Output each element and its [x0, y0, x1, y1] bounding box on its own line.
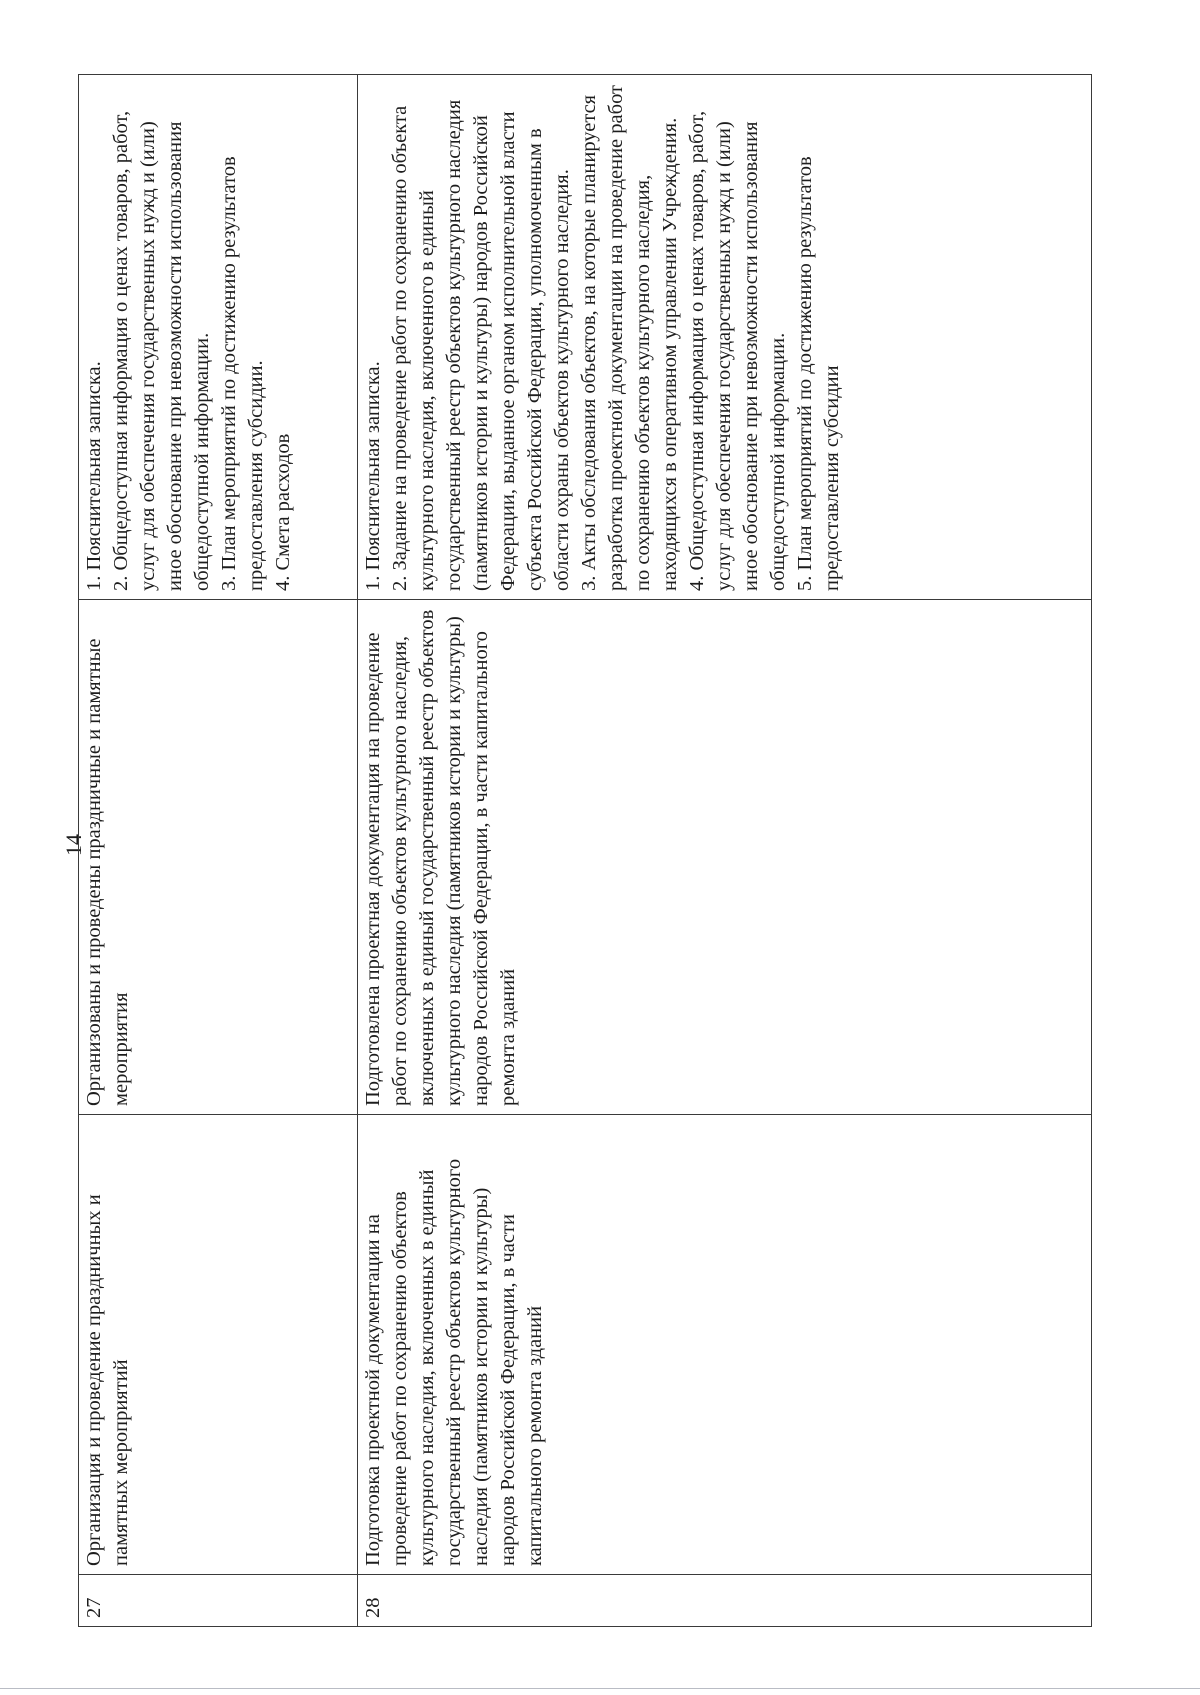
document-item: 1. Пояснительная записка.	[362, 361, 384, 591]
table-row	[358, 75, 1092, 1627]
document-item: 2. Общедоступная информация о ценах товаров, работ, услуг для обеспечения государственных нужд и (или) иное обоснование при невозможности использования общедоступной информации.	[110, 110, 213, 591]
documents-cell	[79, 75, 358, 600]
event-name-cell: Организация и проведение праздничных и памятных мероприятий	[79, 1115, 358, 1575]
activities-table	[78, 74, 1092, 1627]
result-cell: Организованы и проведены праздничные и памятные мероприятия	[79, 600, 358, 1115]
document-item: 4. Общедоступная информация о ценах товаров, работ, услуг для обеспечения государственных нужд и (или) иное обоснование при невозможности использования общедоступной информации.	[686, 110, 789, 591]
document-item: 1. Пояснительная записка.	[83, 361, 105, 591]
document-item: 2. Задание на проведение работ по сохранению объекта культурного наследия, включенного в единый государственный реестр объектов культурного наследия (памятников истории и культуры) народов Российской Федерации, выданное органом исполнительной власти субъекта Российской Федерации, уполномоченным в области охраны объектов культурного наследия.	[389, 99, 573, 591]
row-number: 27	[79, 1575, 358, 1627]
document-item: 4. Смета расходов	[272, 433, 294, 591]
documents-cell	[358, 75, 1092, 600]
document-item: 3. Акты обследования объектов, на которые планируется разработка проектной документации на проведение работ по сохранению объектов культурного наследия, находящихся в оперативном управлении Учреждения.	[578, 84, 681, 591]
row-number: 28	[358, 1575, 1092, 1627]
result-cell: Подготовлена проектная документация на проведение работ по сохранению объектов культурного наследия, включенных в единый государственный реестр объектов культурного наследия (памятников истории и культуры) народов Российской Федерации, в части капитального ремонта зданий	[358, 600, 1092, 1115]
table-row	[79, 75, 358, 1627]
document-item: 5. План мероприятий по достижению результатов предоставления субсидии	[794, 156, 843, 591]
event-name-cell: Подготовка проектной документации на проведение работ по сохранению объектов культурного наследия, включенных в единый государственный реестр объектов культурного наследия (памятников истории и культуры) народов Российской Федерации, в части капитального ремонта зданий	[358, 1115, 1092, 1575]
page-number: 14	[61, 834, 86, 856]
document-item: 3. План мероприятий по достижению результатов предоставления субсидии.	[218, 156, 267, 591]
